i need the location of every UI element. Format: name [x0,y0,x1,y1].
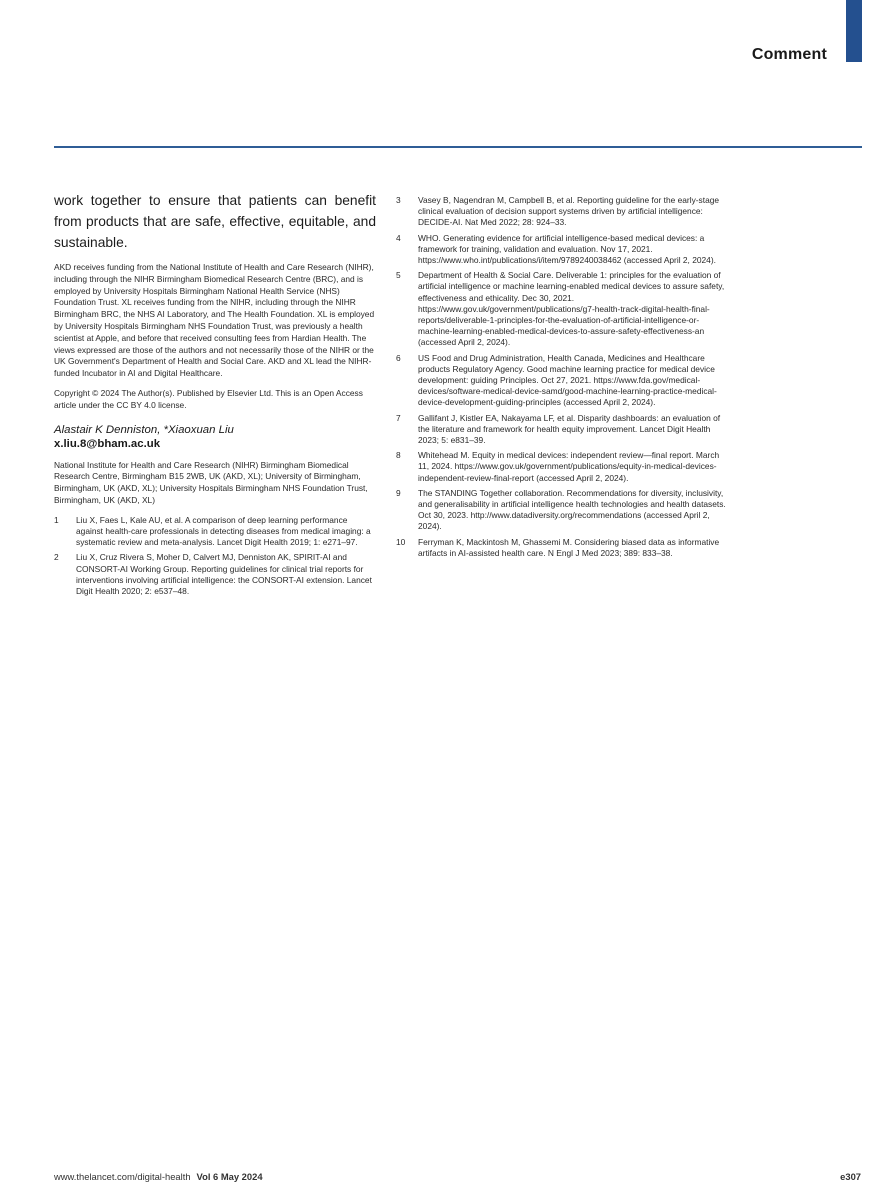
reference-number: 8 [396,450,401,461]
reference-number: 1 [54,514,59,525]
reference-number: 2 [54,552,59,563]
reference-number: 6 [396,352,401,363]
reference-number: 9 [396,487,401,498]
lead-paragraph: work together to ensure that patients can benefit from products that are safe, effective, equitable, and sustainable. [54,193,376,250]
funding-statement: AKD receives funding from the National Institute of Health and Care Research (NIHR), including through the NIHR Birmingham Biomedical Research Centre (BRC), and is employed by University Hospitals Birmingham National Health Service (NHS) Foundation Trust. XL receives funding from the NIHR, including through the NIHR Birmingham BRC, the NHS AI Laboratory, and The Health Foundation. XL is employed by University Hospitals Birmingham NHS Foundation Trust, was previously a health scientist at Apple, and before that received consulting fees from Hardian Health. The views expressed are those of the authors and not necessarily those of the NIHR or the UK Government's Department of Health and Social Care. AKD and XL lead the NIHR-funded Incubator in AI and Digital Healthcare. [54,262,375,379]
reference-item [54,515,376,549]
right-column [396,195,728,563]
reference-item [54,552,376,597]
footer-url[interactable]: www.thelancet.com/digital-health [54,1171,191,1182]
reference-item [396,450,728,484]
author-affiliation: National Institute for Health and Care Research (NIHR) Birmingham Biomedical Research Centre, Birmingham B15 2WB, UK (AKD, XL); University of Birmingham, Birmingham, UK (AKD, XL); University Hospitals Birmingham NHS Foundation Trust, Birmingham, UK (AKD, XL) [54,459,368,505]
reference-number: 4 [396,232,401,243]
footer-volume: Vol 6 May 2024 [196,1171,263,1182]
reference-number: 7 [396,412,401,423]
reference-list-right [396,195,728,559]
copyright-notice: Copyright © 2024 The Author(s). Published by Elsevier Ltd. This is an Open Access article under the CC BY 4.0 license. [54,387,363,410]
reference-text: Liu X, Cruz Rivera S, Moher D, Calvert MJ, Denniston AK, SPIRIT-AI and CONSORT-AI Working Group. Reporting guidelines for clinical trial reports for interventions involving artificial intelligence: the CONSORT-AI extension. Lancet Digit Health 2020; 2: e537–48. [76,552,372,596]
reference-item [396,270,728,348]
section-color-tab [846,0,862,62]
reference-item [396,353,728,409]
author-names: Alastair K Denniston, *Xiaoxuan Liu [54,423,234,436]
reference-number: 10 [396,536,406,547]
reference-text: WHO. Generating evidence for artificial intelligence-based medical devices: a framework for training, validation and evaluation. Nov 17, 2021. https://www.who.int/publications/i/item/9789240038462 (accessed April 2, 2024). [418,232,716,266]
reference-text: Ferryman K, Mackintosh M, Ghassemi M. Considering biased data as informative artifacts in AI-assisted health care. N Engl J Med 2023; 389: 833–38. [418,536,720,558]
reference-text: The STANDING Together collaboration. Recommendations for diversity, inclusivity, and generalisability in artificial intelligence health technologies and health datasets. Oct 30, 2023. http://www.datadiversity.org/recommendations (accessed April 2, 2024). [418,487,726,532]
reference-item [396,488,728,533]
reference-item [396,413,728,447]
reference-number: 5 [396,270,401,281]
reference-item [396,195,728,229]
left-column [54,190,376,601]
header-rule [54,146,862,148]
reference-item [396,233,728,267]
corresponding-email[interactable]: x.liu.8@bham.ac.uk [54,437,161,450]
reference-number: 3 [396,195,401,205]
reference-text: Gallifant J, Kistler EA, Nakayama LF, et al. Disparity dashboards: an evaluation of the literature and framework for health equity improvement. Lancet Digit Health 2023; 5: e831–39. [418,412,721,446]
reference-text: Liu X, Faes L, Kale AU, et al. A comparison of deep learning performance against health-care professionals in detecting diseases from medical imaging: a systematic review and meta-analysis. Lancet Digit Health 2019; 1: e271–97. [76,514,371,548]
section-label: Comment [751,46,827,63]
reference-text: Vasey B, Nagendran M, Campbell B, et al. Reporting guideline for the early-stage clinical evaluation of decision support systems driven by artificial intelligence: DECIDE-AI. Nat Med 2022; 28: 924–33. [418,195,720,228]
reference-text: Department of Health & Social Care. Deliverable 1: principles for the evaluation of artificial intelligence or machine learning-enabled medical devices to assure safety, effectiveness and ethicality. Dec 30, 2021. https://www.gov.uk/government/publications/g7-health-track-digital-health-final-reports/deliverable-1-principles-for-the-evaluation-of-artificial-intelligence-or-machine-learning-enabled-medical-devices-to-assure-safety-effectiveness-an (accessed April 2, 2024). [418,270,725,348]
reference-item [396,537,728,559]
page-number: e307 [840,1171,861,1182]
reference-text: Whitehead M. Equity in medical devices: independent review—final report. March 11, 2024. https://www.gov.uk/government/publications/equity-in-medical-devices-independent-review-final-report (accessed April 2, 2024). [418,450,720,483]
reference-list-left [54,515,376,597]
reference-text: US Food and Drug Administration, Health Canada, Medicines and Healthcare products Regulatory Agency. Good machine learning practice for medical device development: guiding Principles. Oct 27, 2021. https://www.fda.gov/medical-devices/software-medical-device-samd/good-machine-learning-practice-medical-device-development-guiding-principles (accessed April 2, 2024). [418,352,717,408]
footer-journal-info [54,1171,263,1182]
